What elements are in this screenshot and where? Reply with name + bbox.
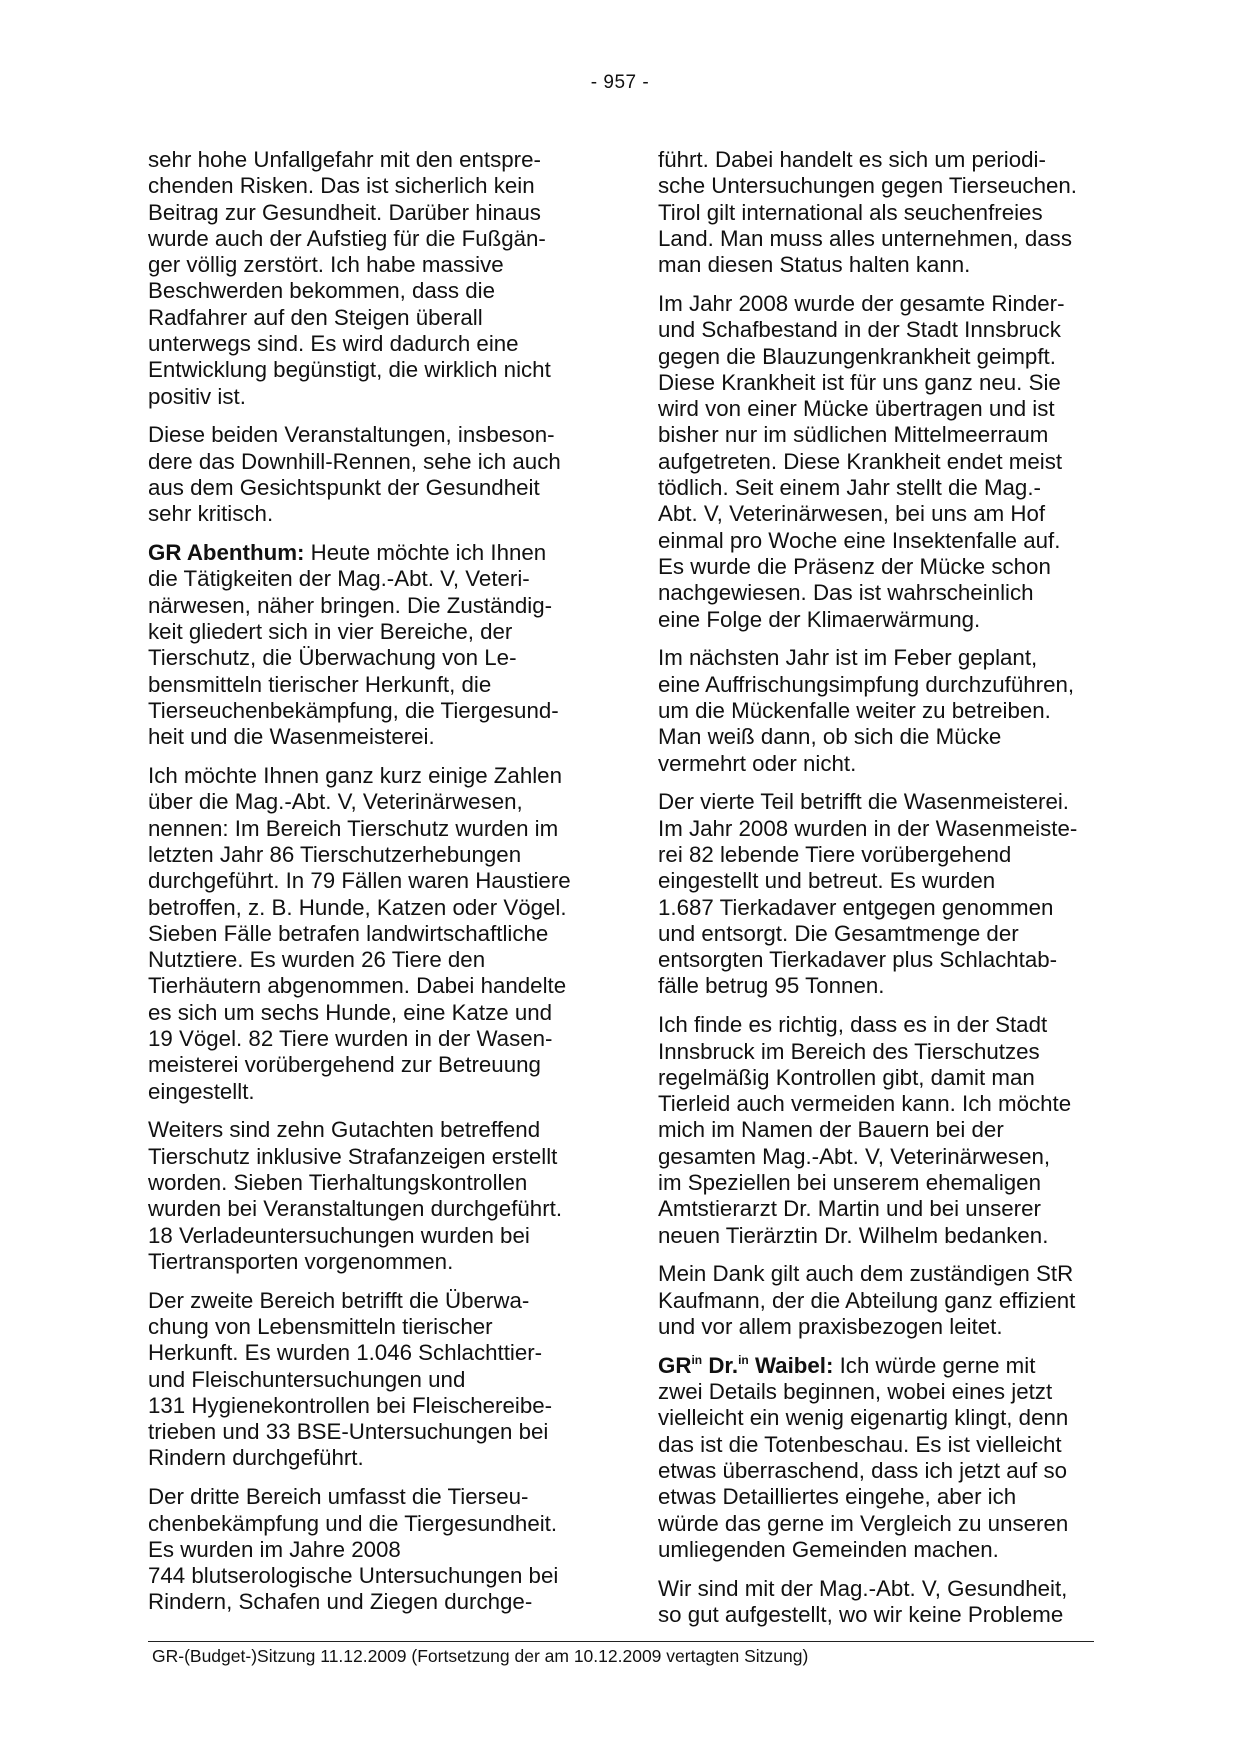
text-line: wurde auch der Aufstieg für die Fußgän- bbox=[148, 225, 546, 251]
text-line: und vor allem praxisbezogen leitet. bbox=[658, 1313, 1003, 1339]
text-line: 744 blutserologische Untersuchungen bei bbox=[148, 1563, 559, 1589]
text-line: aus dem Gesichtspunkt der Gesundheit bbox=[148, 475, 540, 501]
text-line: betroffen, z. B. Hunde, Katzen oder Vögel. bbox=[148, 894, 567, 920]
page-number: - 957 - bbox=[590, 72, 650, 93]
text-line: Entwicklung begünstigt, die wirklich nicht bbox=[148, 357, 551, 383]
speaker-surname: Waibel: bbox=[748, 1352, 834, 1378]
text-line: Beitrag zur Gesundheit. Darüber hinaus bbox=[148, 199, 541, 225]
text-line: Der dritte Bereich umfasst die Tierseu- bbox=[148, 1484, 529, 1510]
text-line: 19 Vögel. 82 Tiere wurden in der Wasen- bbox=[148, 1026, 553, 1051]
text-line: Man weiß dann, ob sich die Mücke bbox=[658, 724, 1002, 750]
speaker-name bbox=[658, 1353, 833, 1378]
text-line: vielleicht ein wenig eigenartig klingt, denn bbox=[658, 1405, 1069, 1431]
footer-divider bbox=[148, 1641, 1094, 1642]
footer-text: GR-(Budget-)Sitzung 11.12.2009 (Fortsetzung der am 10.12.2009 vertagten Sitzung) bbox=[152, 1646, 809, 1666]
text-line: Diese beiden Veranstaltungen, insbeson- bbox=[148, 422, 555, 448]
text-line: umliegenden Gemeinden machen. bbox=[658, 1536, 999, 1562]
text-segment: Heute möchte ich Ihnen bbox=[304, 540, 547, 566]
text-line: nennen: Im Bereich Tierschutz wurden im bbox=[148, 815, 559, 841]
text-line: tödlich. Seit einem Jahr stellt die Mag.- bbox=[658, 475, 1041, 501]
speaker-paragraph bbox=[148, 540, 588, 750]
text-line: es sich um sechs Hunde, eine Katze und bbox=[148, 999, 553, 1025]
text-line: ger völlig zerstört. Ich habe massive bbox=[148, 252, 504, 278]
text-line: positiv ist. bbox=[148, 383, 246, 409]
text-line: 131 Hygienekontrollen bei Fleischereibe- bbox=[148, 1392, 553, 1418]
text-line: vermehrt oder nicht. bbox=[658, 750, 857, 776]
text-line bbox=[148, 540, 588, 566]
text-line: Tirol gilt international als seuchenfreies bbox=[658, 199, 1043, 225]
text-line: und Schafbestand in der Stadt Innsbruck bbox=[658, 317, 1061, 343]
text-line: aufgetreten. Diese Krankheit endet meist bbox=[658, 448, 1063, 474]
text-line: Wir sind mit der Mag.-Abt. V, Gesundheit, bbox=[658, 1575, 1068, 1601]
text-line: Ich möchte Ihnen ganz kurz einige Zahlen bbox=[148, 763, 562, 789]
text-line: Mein Dank gilt auch dem zuständigen StR bbox=[658, 1261, 1074, 1287]
text-line: und entsorgt. Die Gesamtmenge der bbox=[658, 920, 1019, 946]
paragraph bbox=[148, 1117, 588, 1275]
text-line: fälle betrug 95 Tonnen. bbox=[658, 973, 885, 999]
text-line: gesamten Mag.-Abt. V, Veterinärwesen, bbox=[658, 1143, 1051, 1169]
text-line: neuen Tierärztin Dr. Wilhelm bedanken. bbox=[658, 1222, 1049, 1248]
text-line: so gut aufgestellt, wo wir keine Probleme bbox=[658, 1601, 1064, 1627]
paragraph bbox=[148, 1288, 588, 1472]
text-line: närwesen, näher bringen. Die Zuständig- bbox=[148, 592, 553, 618]
text-line: Rindern, Schafen und Ziegen durchge- bbox=[148, 1589, 533, 1615]
text-line: etwas Detailliertes eingehe, aber ich bbox=[658, 1484, 1017, 1510]
text-line: eine Auffrischungsimpfung durchzuführen, bbox=[658, 671, 1075, 697]
text-line: eingestellt und betreut. Es wurden bbox=[658, 868, 996, 894]
text-line: gegen die Blauzungenkrankheit geimpft. bbox=[658, 343, 1056, 369]
text-line: mich im Namen der Bauern bei der bbox=[658, 1117, 1004, 1143]
right-column bbox=[658, 147, 1098, 1641]
text-line: um die Mückenfalle weiter zu betreiben. bbox=[658, 697, 1051, 723]
text-line bbox=[658, 1353, 1098, 1379]
text-line: Herkunft. Es wurden 1.046 Schlachttier- bbox=[148, 1340, 543, 1366]
text-line: eine Folge der Klimaerwärmung. bbox=[658, 606, 981, 632]
text-line: trieben und 33 BSE-Untersuchungen bei bbox=[148, 1419, 549, 1445]
text-line: Beschwerden bekommen, dass die bbox=[148, 278, 496, 304]
text-segment: Ich würde gerne mit bbox=[833, 1352, 1036, 1378]
text-line: Abt. V, Veterinärwesen, bei uns am Hof bbox=[658, 501, 1046, 527]
speaker-degree: Dr. bbox=[702, 1352, 739, 1378]
text-line: chung von Lebensmitteln tierischer bbox=[148, 1313, 493, 1339]
text-line: Es wurde die Präsenz der Mücke schon bbox=[658, 553, 1051, 579]
text-line: Rindern durchgeführt. bbox=[148, 1445, 364, 1471]
text-line: dere das Downhill-Rennen, sehe ich auch bbox=[148, 448, 561, 474]
text-line: chenden Risken. Das ist sicherlich kein bbox=[148, 173, 535, 199]
text-line: durchgeführt. In 79 Fällen waren Haustiere bbox=[148, 868, 571, 894]
text-line: Es wurden im Jahre 2008 bbox=[148, 1536, 401, 1562]
paragraph bbox=[658, 1261, 1098, 1340]
text-line: Im Jahr 2008 wurden in der Wasenmeiste- bbox=[658, 815, 1078, 841]
text-line: das ist die Totenbeschau. Es ist vielleicht bbox=[658, 1431, 1062, 1457]
text-line: Tierleid auch vermeiden kann. Ich möchte bbox=[658, 1091, 1072, 1117]
text-line: einmal pro Woche eine Insektenfalle auf. bbox=[658, 527, 1061, 553]
text-line: Kaufmann, der die Abteilung ganz effizient bbox=[658, 1287, 1076, 1313]
text-line: Tierschutz, die Überwachung von Le- bbox=[148, 645, 517, 671]
paragraph bbox=[658, 789, 1098, 999]
left-column bbox=[148, 147, 588, 1628]
text-line: Im Jahr 2008 wurde der gesamte Rinder- bbox=[658, 290, 1065, 316]
text-line: worden. Sieben Tierhaltungskontrollen bbox=[148, 1169, 528, 1195]
text-line: Innsbruck im Bereich des Tierschutzes bbox=[658, 1038, 1040, 1064]
paragraph bbox=[148, 147, 588, 410]
paragraph bbox=[658, 1012, 1098, 1249]
text-line: heit und die Wasenmeisterei. bbox=[148, 724, 435, 750]
text-line: Im nächsten Jahr ist im Feber geplant, bbox=[658, 645, 1038, 671]
text-line: führt. Dabei handelt es sich um periodi- bbox=[658, 147, 1046, 172]
text-line: sche Untersuchungen gegen Tierseuchen. bbox=[658, 173, 1077, 199]
text-line: über die Mag.-Abt. V, Veterinärwesen, bbox=[148, 789, 523, 815]
text-line: Tiertransporten vorgenommen. bbox=[148, 1248, 454, 1274]
text-line: Sieben Fälle betrafen landwirtschaftliche bbox=[148, 920, 549, 946]
text-line: bensmitteln tierischer Herkunft, die bbox=[148, 671, 492, 697]
text-line: zwei Details beginnen, wobei eines jetzt bbox=[658, 1379, 1053, 1405]
text-line: eingestellt. bbox=[148, 1078, 255, 1104]
speaker-paragraph bbox=[658, 1353, 1098, 1563]
text-line: Tierseuchenbekämpfung, die Tiergesund- bbox=[148, 697, 559, 723]
superscript: in bbox=[738, 1352, 749, 1367]
text-line: Amtstierarzt Dr. Martin und bei unserer bbox=[658, 1196, 1041, 1222]
text-line: Land. Man muss alles unternehmen, dass bbox=[658, 225, 1072, 251]
paragraph bbox=[148, 422, 588, 527]
text-line: rei 82 lebende Tiere vorübergehend bbox=[658, 841, 1012, 867]
text-line: Radfahrer auf den Steigen überall bbox=[148, 304, 483, 330]
text-line: entsorgten Tierkadaver plus Schlachtab- bbox=[658, 947, 1058, 973]
text-line: regelmäßig Kontrollen gibt, damit man bbox=[658, 1064, 1035, 1090]
text-line: sehr kritisch. bbox=[148, 501, 274, 527]
paragraph bbox=[658, 645, 1098, 776]
superscript: in bbox=[691, 1352, 703, 1367]
text-line: sehr hohe Unfallgefahr mit den entspre- bbox=[148, 147, 541, 172]
text-line: Tierhäutern abgenommen. Dabei handelte bbox=[148, 973, 567, 999]
paragraph bbox=[658, 1576, 1098, 1629]
paragraph bbox=[148, 1484, 588, 1615]
paragraph bbox=[148, 763, 588, 1105]
text-line: Nutztiere. Es wurden 26 Tiere den bbox=[148, 947, 486, 973]
text-line: würde das gerne im Vergleich zu unseren bbox=[658, 1510, 1069, 1536]
text-line: chenbekämpfung und die Tiergesundheit. bbox=[148, 1510, 558, 1536]
text-line: 1.687 Tierkadaver entgegen genommen bbox=[658, 894, 1054, 920]
text-line: und Fleischuntersuchungen und bbox=[148, 1366, 466, 1392]
text-line: Tierschutz inklusive Strafanzeigen erstellt bbox=[148, 1143, 558, 1169]
paragraph bbox=[658, 147, 1098, 278]
text-line: Diese Krankheit ist für uns ganz neu. Sie bbox=[658, 369, 1061, 395]
text-line: bisher nur im südlichen Mittelmeerraum bbox=[658, 422, 1049, 448]
speaker-name: GR Abenthum: bbox=[148, 540, 305, 566]
text-line: unterwegs sind. Es wird dadurch eine bbox=[148, 331, 519, 357]
text-line: meisterei vorübergehend zur Betreuung bbox=[148, 1052, 541, 1078]
text-line: Ich finde es richtig, dass es in der Stadt bbox=[658, 1012, 1048, 1038]
text-line: wurden bei Veranstaltungen durchgeführt. bbox=[148, 1196, 563, 1222]
text-line: letzten Jahr 86 Tierschutzerhebungen bbox=[148, 841, 522, 867]
text-line: Der vierte Teil betrifft die Wasenmeisterei. bbox=[658, 789, 1070, 815]
text-line: Weiters sind zehn Gutachten betreffend bbox=[148, 1117, 541, 1143]
text-line: 18 Verladeuntersuchungen wurden bei bbox=[148, 1222, 530, 1248]
text-line: Der zweite Bereich betrifft die Überwa- bbox=[148, 1287, 530, 1313]
text-line: nachgewiesen. Das ist wahrscheinlich bbox=[658, 580, 1034, 606]
text-line: wird von einer Mücke übertragen und ist bbox=[658, 396, 1055, 422]
speaker-title: GR bbox=[658, 1352, 692, 1378]
text-line: man diesen Status halten kann. bbox=[658, 252, 971, 278]
text-line: keit gliedert sich in vier Bereiche, der bbox=[148, 619, 513, 645]
text-line: etwas überraschend, dass ich jetzt auf so bbox=[658, 1457, 1067, 1483]
text-line: die Tätigkeiten der Mag.-Abt. V, Veteri- bbox=[148, 566, 530, 592]
paragraph bbox=[658, 291, 1098, 633]
text-line: im Speziellen bei unserem ehemaligen bbox=[658, 1169, 1041, 1195]
